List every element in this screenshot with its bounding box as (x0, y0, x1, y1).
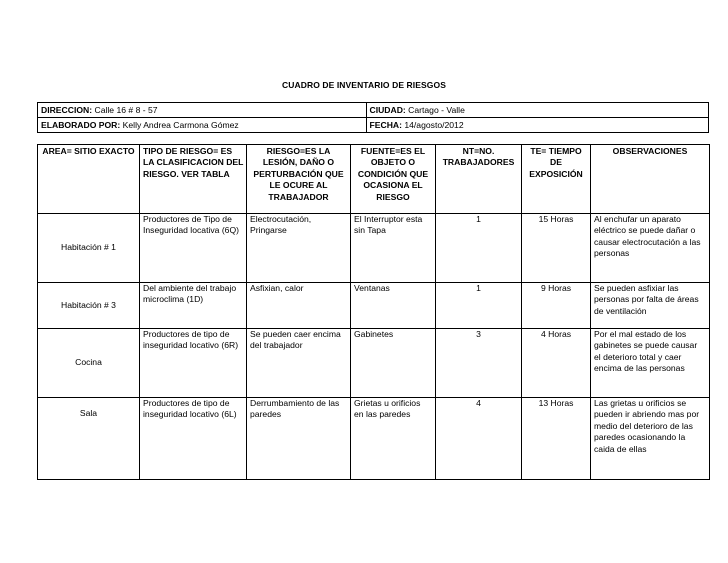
column-header-area: AREA= SITIO EXACTO (38, 145, 140, 214)
tipo-cell: Productores de tipo de inseguridad locativo (6R) (140, 329, 247, 398)
direccion-value: Calle 16 # 8 - 57 (94, 105, 158, 115)
te-cell: 13 Horas (522, 398, 591, 480)
info-table (37, 102, 709, 133)
table-row (38, 398, 710, 480)
area-cell: Habitación # 1 (38, 214, 140, 283)
fuente-cell: Ventanas (351, 283, 436, 329)
ciudad-cell (366, 103, 709, 118)
te-cell: 4 Horas (522, 329, 591, 398)
ciudad-value: Cartago - Valle (408, 105, 465, 115)
column-header-te: TE= TIEMPO DE EXPOSICIÓN (522, 145, 591, 214)
elaborado-cell (38, 118, 367, 133)
area-cell: Sala (38, 398, 140, 480)
column-header-row (38, 145, 710, 214)
riesgo-cell: Asfixian, calor (247, 283, 351, 329)
observaciones-cell: Se pueden asfixiar las personas por falta de áreas de ventilación (591, 283, 710, 329)
risk-inventory-table (37, 144, 710, 480)
area-cell: Cocina (38, 329, 140, 398)
observaciones-cell: Por el mal estado de los gabinetes se puede causar el deterioro total y caer encima de las personas (591, 329, 710, 398)
direccion-label: DIRECCION: (41, 105, 93, 115)
te-cell: 15 Horas (522, 214, 591, 283)
document-title: CUADRO DE INVENTARIO DE RIESGOS (282, 80, 446, 90)
table-row (38, 283, 710, 329)
fecha-value: 14/agosto/2012 (404, 120, 464, 130)
riesgo-cell: Derrumbamiento de las paredes (247, 398, 351, 480)
tipo-cell: Productores de tipo de inseguridad locativo (6L) (140, 398, 247, 480)
observaciones-cell: Al enchufar un aparato eléctrico se puede dañar o causar electrocutación a las personas (591, 214, 710, 283)
table-row (38, 329, 710, 398)
nt-cell: 3 (436, 329, 522, 398)
riesgo-cell: Se pueden caer encima del trabajador (247, 329, 351, 398)
tipo-cell: Del ambiente del trabajo microclima (1D) (140, 283, 247, 329)
elaborado-value: Kelly Andrea Carmona Gómez (122, 120, 239, 130)
fecha-label: FECHA: (369, 120, 402, 130)
column-header-observaciones: OBSERVACIONES (591, 145, 710, 214)
column-header-fuente: FUENTE=ES EL OBJETO O CONDICIÓN QUE OCASIONA EL RIESGO (351, 145, 436, 214)
riesgo-cell: Electrocutación, Pringarse (247, 214, 351, 283)
column-header-riesgo: RIESGO=ES LA LESIÓN, DAÑO O PERTURBACIÓN QUE LE OCURE AL TRABAJADOR (247, 145, 351, 214)
tipo-cell: Productores de Tipo de Inseguridad locativa (6Q) (140, 214, 247, 283)
elaborado-label: ELABORADO POR: (41, 120, 121, 130)
ciudad-label: CIUDAD: (369, 105, 406, 115)
area-cell: Habitación # 3 (38, 283, 140, 329)
fuente-cell: Grietas u orificios en las paredes (351, 398, 436, 480)
fuente-cell: Gabinetes (351, 329, 436, 398)
column-header-tipo: TIPO DE RIESGO= ES LA CLASIFICACION DEL RIESGO. VER TABLA (140, 145, 247, 214)
fuente-cell: El Interruptor esta sin Tapa (351, 214, 436, 283)
column-header-nt: NT=NO. TRABAJADORES (436, 145, 522, 214)
observaciones-cell: Las grietas u orificios se pueden ir abriendo mas por medio del deterioro de las paredes ocasionando la caida de ellas (591, 398, 710, 480)
te-cell: 9 Horas (522, 283, 591, 329)
info-row-1 (38, 103, 709, 118)
fecha-cell (366, 118, 709, 133)
nt-cell: 1 (436, 214, 522, 283)
table-row (38, 214, 710, 283)
nt-cell: 4 (436, 398, 522, 480)
info-row-2 (38, 118, 709, 133)
direccion-cell (38, 103, 367, 118)
nt-cell: 1 (436, 283, 522, 329)
